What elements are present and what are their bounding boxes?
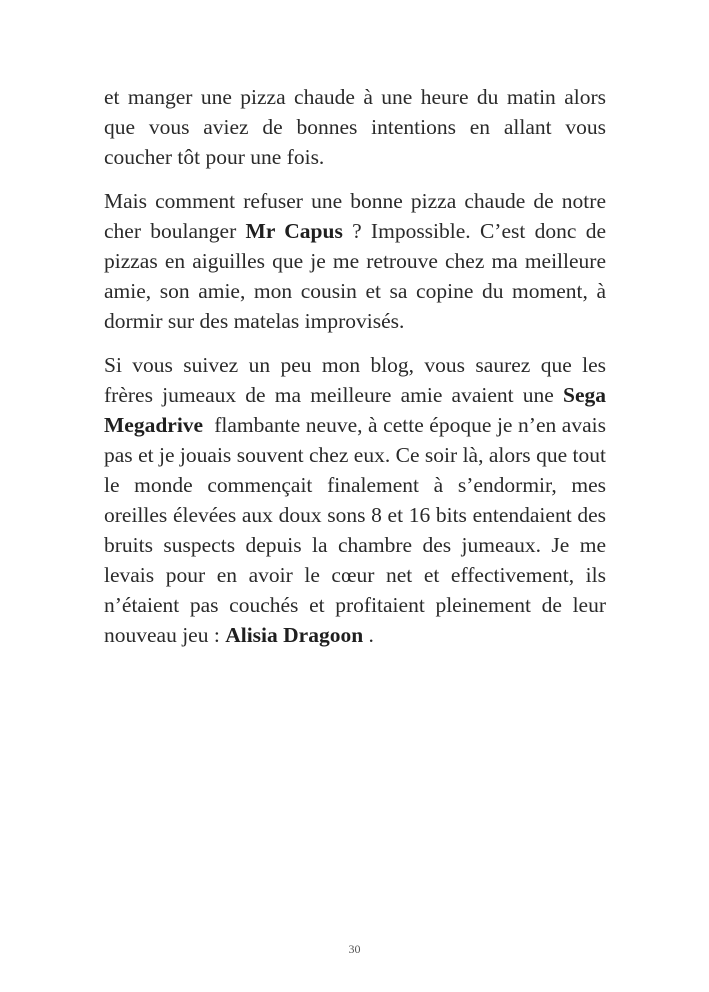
paragraph-text: ? Impossible. C’est donc de pizzas en aiguilles que je me retrouve chez ma meilleure amie, son amie, mon cousin et sa copine du moment, à dormir sur des matelas improvisés. <box>104 219 606 333</box>
bold-name-sega-megadrive: Sega Megadrive <box>104 383 606 437</box>
paragraph-2 <box>104 186 606 336</box>
paragraph-text: Mais comment refuser une bonne pizza chaude de notre cher boulanger <box>104 189 606 243</box>
paragraph-text: flambante neuve, à cette époque je n’en avais pas et je jouais souvent chez eux. Ce soir là, alors que tout le monde commençait finalement à s’endormir, mes oreilles élevées aux doux sons 8 et 16 bits entendaient des bruits suspects depuis la chambre des jumeaux. Je me levais pour en avoir le cœur net et effectivement, ils n’étaient pas couchés et profitaient pleinement de leur nouveau jeu : <box>104 413 612 647</box>
bold-name-alisia-dragoon: Alisia Dragoon <box>225 623 364 647</box>
paragraph-3 <box>104 350 612 650</box>
body-text <box>104 82 612 664</box>
paragraph-text: . <box>363 623 374 647</box>
bold-name-mr-capus: Mr Capus <box>245 219 343 243</box>
paragraph-1 <box>104 82 606 172</box>
paragraph-text: Si vous suivez un peu mon blog, vous saurez que les frères jumeaux de ma meilleure amie avaient une <box>104 353 606 407</box>
paragraph-text: et manger une pizza chaude à une heure du matin alors que vous aviez de bonnes intentions en allant vous coucher tôt pour une fois. <box>104 85 606 169</box>
page-number: 30 <box>348 942 361 956</box>
